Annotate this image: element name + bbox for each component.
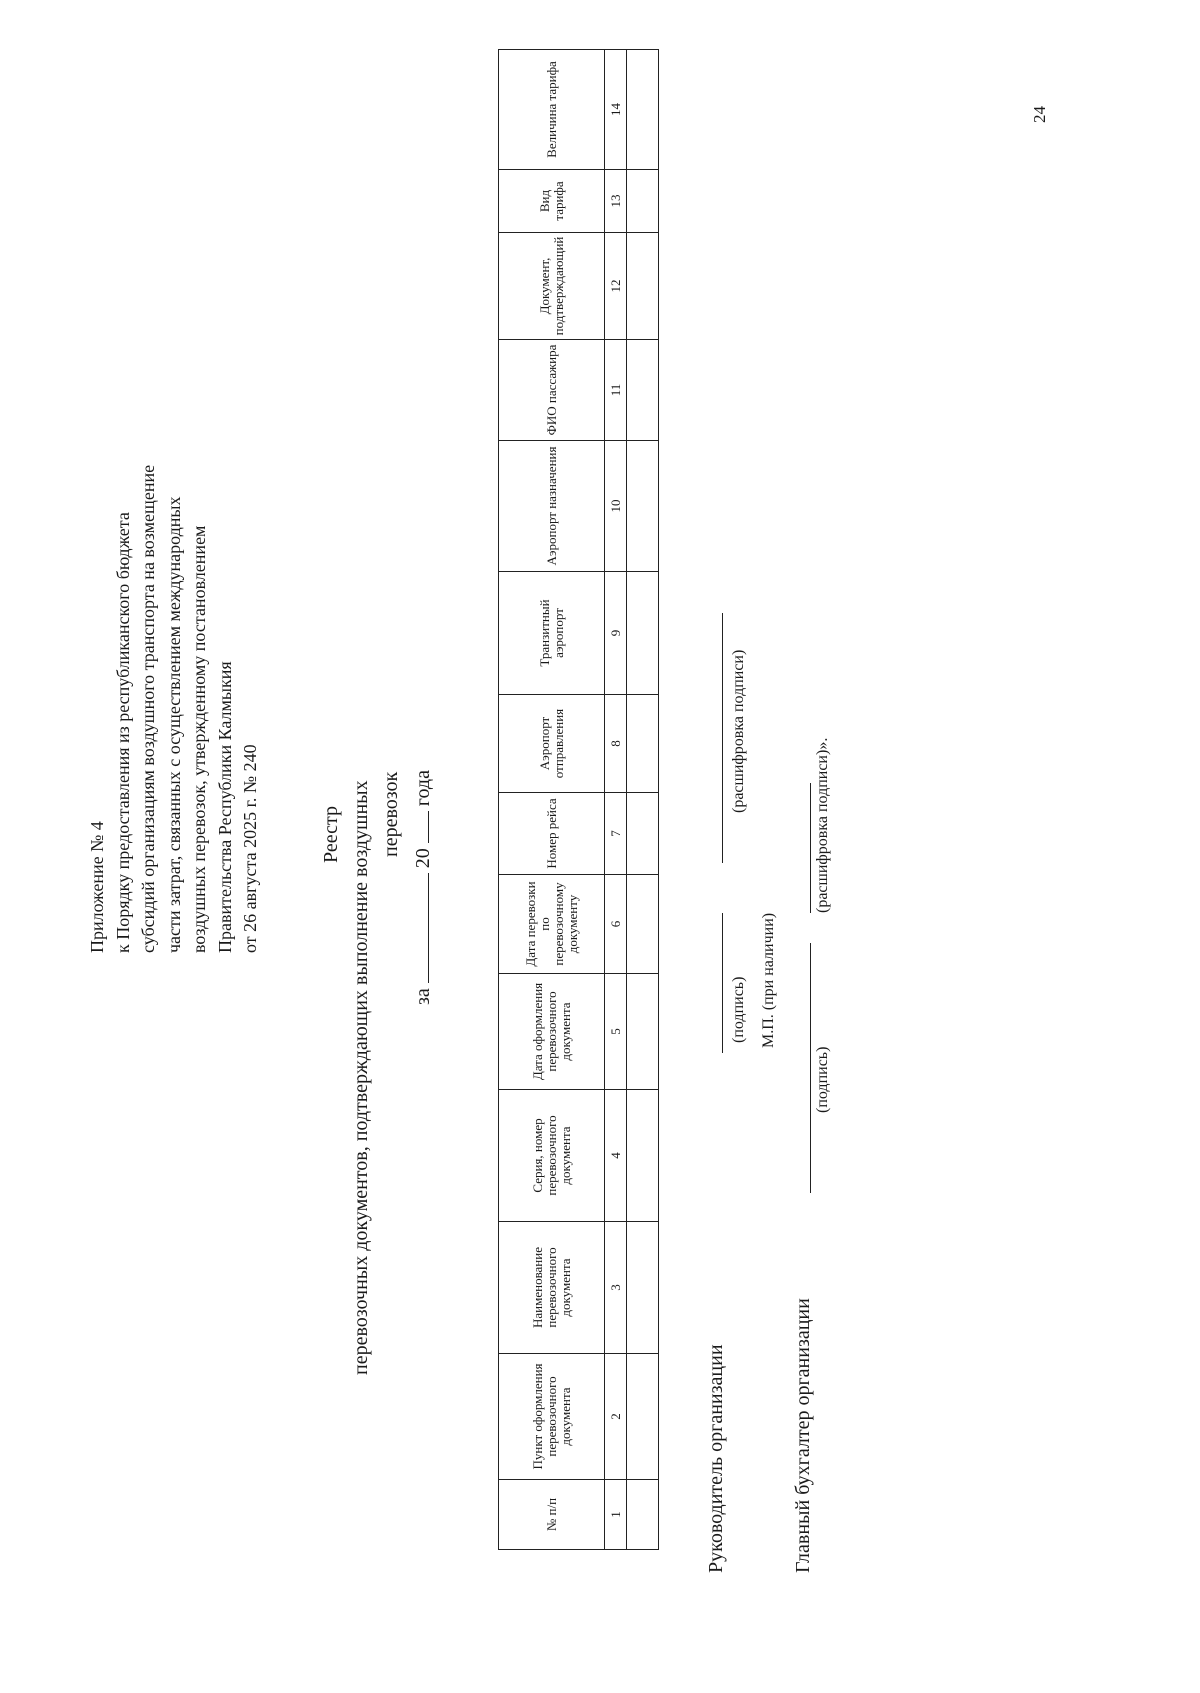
period-year: 20 (412, 848, 434, 869)
empty-cell[interactable] (627, 1354, 659, 1480)
accountant-signature-caption: (подпись) (814, 1046, 831, 1113)
annex-line: к Порядку предоставления из республиканского бюджета (112, 512, 133, 953)
empty-cell[interactable] (627, 974, 659, 1090)
col-number: 9 (605, 572, 627, 695)
annex-line: субсидий организациям воздушного транспорта на возмещение (138, 464, 158, 953)
empty-cell[interactable] (627, 875, 659, 974)
col-number: 11 (605, 340, 627, 441)
period-blank (428, 873, 429, 983)
annex-line: от 26 августа 2025 г. № 240 (240, 744, 260, 953)
empty-cell[interactable] (627, 1090, 659, 1222)
head-label: Руководитель организации (705, 1344, 727, 1573)
empty-cell[interactable] (627, 1222, 659, 1354)
annex-line: части затрат, связанных с осуществлением международных (163, 496, 184, 953)
table-header-row (499, 50, 605, 1550)
col-header: № п/п (499, 1480, 605, 1550)
empty-cell[interactable] (627, 793, 659, 875)
col-header: Номер рейса (499, 793, 605, 875)
empty-cell[interactable] (627, 441, 659, 572)
col-header: Документ, подтверждающий (499, 233, 605, 340)
col-number: 3 (605, 1222, 627, 1354)
col-header: Серия, номер перевозочного документа (499, 1090, 605, 1222)
register-title: Реестр (320, 806, 342, 863)
empty-cell[interactable] (627, 340, 659, 441)
col-header: Вид тарифа (499, 170, 605, 233)
empty-cell[interactable] (627, 572, 659, 695)
col-header: Пункт оформления перевозочного документа (499, 1354, 605, 1480)
empty-cell[interactable] (627, 695, 659, 793)
col-number: 12 (605, 233, 627, 340)
accountant-decode-caption: (расшифровка подписи)». (814, 737, 831, 913)
accountant-decode-line (810, 783, 811, 913)
col-header: Аэропорт назначения (499, 441, 605, 572)
table-empty-row (627, 50, 659, 1550)
annex-line: воздушных перевозок, утвержденному постановлением (189, 525, 209, 953)
col-number: 4 (605, 1090, 627, 1222)
head-signature-caption: (подпись) (730, 976, 747, 1043)
empty-cell[interactable] (627, 233, 659, 340)
col-header: Аэропорт отправления (499, 695, 605, 793)
col-number: 7 (605, 793, 627, 875)
period-suffix: года (412, 770, 434, 807)
stamp-note: М.П. (при наличии) (760, 912, 777, 1048)
col-number: 10 (605, 441, 627, 572)
col-number: 5 (605, 974, 627, 1090)
col-number: 1 (605, 1480, 627, 1550)
empty-cell[interactable] (627, 170, 659, 233)
col-number: 6 (605, 875, 627, 974)
empty-cell[interactable] (627, 50, 659, 170)
register-table (498, 49, 659, 1550)
col-header: Наименование перевозочного документа (499, 1222, 605, 1354)
col-header: Дата перевозки по перевозочному документу (499, 875, 605, 974)
accountant-label: Главный бухгалтер организации (792, 1298, 814, 1573)
head-decode-caption: (расшифровка подписи) (730, 649, 747, 813)
annex-line: Приложение № 4 (87, 821, 107, 953)
period-prefix: за (412, 988, 434, 1005)
period-blank-year (428, 811, 429, 843)
register-period (412, 770, 435, 1005)
empty-cell[interactable] (627, 1480, 659, 1550)
col-number: 13 (605, 170, 627, 233)
register-subtitle: перевозочных документов, подтверждающих выполнение воздушных (350, 780, 372, 1375)
col-header: ФИО пассажира (499, 340, 605, 441)
col-number: 14 (605, 50, 627, 170)
col-header: Величина тарифа (499, 50, 605, 170)
col-header: Дата оформления перевозочного документа (499, 974, 605, 1090)
register-subtitle-cont: перевозок (380, 771, 402, 857)
head-signature-line (722, 913, 723, 1053)
annex-line: Правительства Республики Калмыкия (214, 661, 235, 953)
col-number: 8 (605, 695, 627, 793)
accountant-signature-line (810, 943, 811, 1193)
head-decode-line (722, 613, 723, 863)
page-number: 24 (1030, 106, 1049, 123)
annex-header (85, 465, 264, 953)
col-number: 2 (605, 1354, 627, 1480)
table-number-row (605, 50, 627, 1550)
col-header: Транзитный аэропорт (499, 572, 605, 695)
